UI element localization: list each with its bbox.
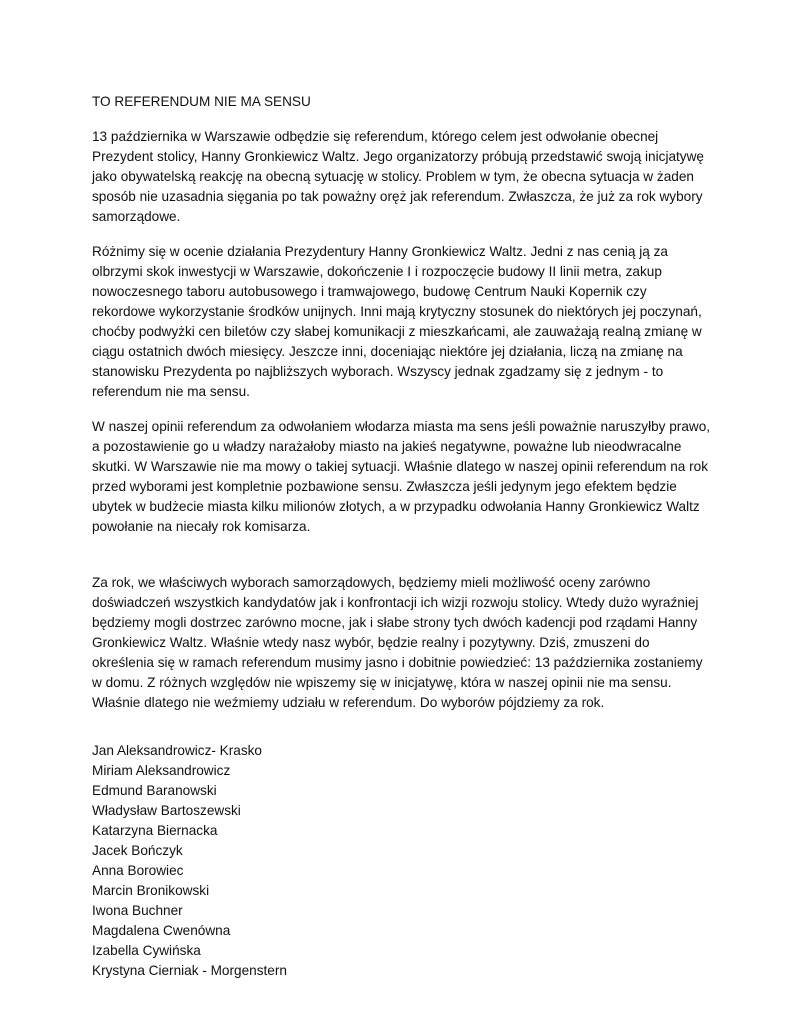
paragraph-intro: 13 października w Warszawie odbędzie się referendum, którego celem jest odwołanie obecnej Prezydent stolicy, Hanny Gronkiewicz Waltz. Jego organizatorzy próbują przedstawić swoją inicjatywę jako obywatelską reakcję na obecną sytuację w stolicy. Problem w tym, że obecna sytuacja w żaden sposób nie uzasadnia sięgania po tak poważny oręż jak referendum. Zwłaszcza, że już za rok wybory samorządowe. bbox=[92, 129, 704, 224]
paragraph-opinions: Różnimy się w ocenie działania Prezydentury Hanny Gronkiewicz Waltz. Jedni z nas cenią ją za olbrzymi skok inwestycji w Warszawie, dokończenie I i rozpoczęcie budowy II linii metra, zakup nowoczesnego taboru autobusowego i tramwajowego, budowę Centrum Nauki Kopernik czy rekordowe wykorzystanie środków unijnych. Inni mają krytyczny stosunek do niektórych jej poczynań, choćby podwyżki cen biletów czy słabej komunikacji z mieszkańcami, ale zauważają realną zmianę w ciągu ostatnich dwóch miesięcy. Jeszcze inni, doceniając niektóre jej działania, liczą na zmianę na stanowisku Prezydenta po najbliższych wyborach. Wszyscy jednak zgadzamy się z jednym - to referendum nie ma sensu. bbox=[92, 244, 702, 399]
signatory-name: Jacek Bończyk bbox=[92, 843, 183, 858]
signatory-name: Krystyna Cierniak - Morgenstern bbox=[92, 963, 287, 978]
signatory-name: Iwona Buchner bbox=[92, 903, 183, 918]
signatories-list bbox=[92, 741, 712, 981]
document-title: TO REFERENDUM NIE MA SENSU bbox=[92, 94, 311, 109]
signatory-name: Magdalena Cwenówna bbox=[92, 923, 231, 938]
signatory-name: Władysław Bartoszewski bbox=[92, 803, 241, 818]
paragraph-conclusion: Za rok, we właściwych wyborach samorządowych, będziemy mieli możliwość oceny zarówno doświadczeń wszystkich kandydatów jak i konfrontacji ich wizji rozwoju stolicy. Wtedy dużo wyraźniej będziemy mogli dostrzec zarówno mocne, jak i słabe strony tych dwóch kadencji pod rządami Hanny Gronkiewicz Waltz. Właśnie wtedy nasz wybór, będzie realny i pozytywny. Dziś, zmuszeni do określenia się w ramach referendum musimy jasno i dobitnie powiedzieć: 13 października zostaniemy w domu. Z różnych względów nie wpiszemy się w inicjatywę, która w naszej opinii nie ma sensu. Właśnie dlatego nie weźmiemy udziału w referendum. Do wyborów pójdziemy za rok. bbox=[92, 575, 703, 710]
signatory-name: Izabella Cywińska bbox=[92, 943, 201, 958]
document-page bbox=[92, 92, 712, 981]
signatory-name: Marcin Bronikowski bbox=[92, 883, 210, 898]
paragraph-argument: W naszej opinii referendum za odwołaniem włodarza miasta ma sens jeśli poważnie naruszyłby prawo, a pozostawienie go u władzy narażałoby miasto na jakieś negatywne, poważne lub nieodwracalne skutki. W Warszawie nie ma mowy o takiej sytuacji. Właśnie dlatego w naszej opinii referendum na rok przed wyborami jest kompletnie pozbawione sensu. Zwłaszcza jeśli jedynym jego efektem będzie ubytek w budżecie miasta kilku milionów złotych, a w przypadku odwołania Hanny Gronkiewicz Waltz powołanie na niecały rok komisarza. bbox=[92, 419, 711, 534]
signatory-name: Katarzyna Biernacka bbox=[92, 823, 218, 838]
signatory-name: Jan Aleksandrowicz- Krasko bbox=[92, 743, 262, 758]
signatory-name: Edmund Baranowski bbox=[92, 783, 217, 798]
signatory-name: Anna Borowiec bbox=[92, 863, 184, 878]
signatory-name: Miriam Aleksandrowicz bbox=[92, 763, 231, 778]
